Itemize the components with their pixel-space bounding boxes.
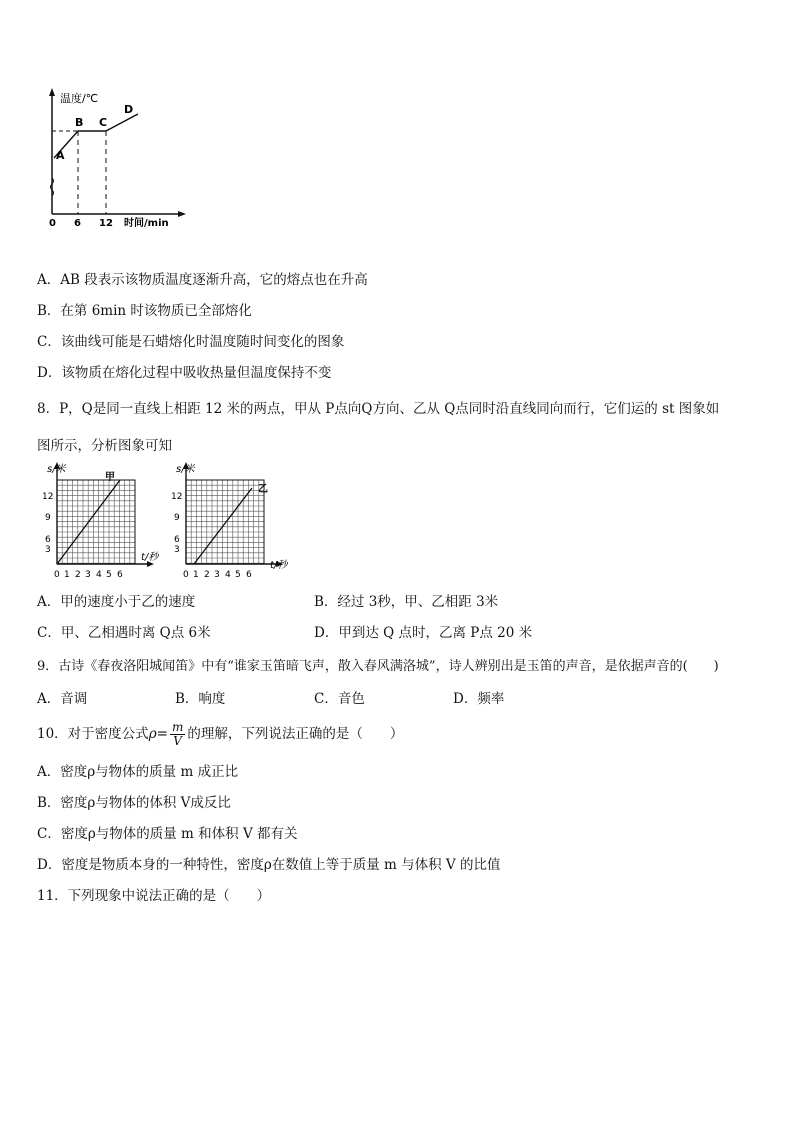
grid-jia <box>57 480 135 564</box>
q8-option-b: B．经过 3秒，甲、乙相距 3米 <box>314 594 499 610</box>
q10-eq: = <box>156 726 168 742</box>
q9-option-c: C．音色 <box>314 691 365 707</box>
ytick-3-b: 3 <box>174 545 180 555</box>
q11-stem: 11．下列现象中说法正确的是（ ） <box>37 888 271 904</box>
q9-option-a: A．音调 <box>37 691 88 707</box>
xtick-3-b: 3 <box>214 570 220 580</box>
q10-stem-pre: 10．对于密度公式 <box>37 726 149 742</box>
xtick-0: 0 <box>54 570 60 580</box>
xlabel-jia: t/秒 <box>141 552 159 563</box>
grid-yi <box>186 480 264 564</box>
q10-rho: ρ <box>148 726 157 742</box>
y-axis-label: 温度/℃ <box>60 92 99 105</box>
q7-option-c: C．该曲线可能是石蜡熔化时温度随时间变化的图象 <box>37 334 345 350</box>
xtick-5-b: 5 <box>235 570 241 580</box>
x-axis-label: 时间/min <box>124 218 169 229</box>
st-graph-jia <box>37 460 167 582</box>
ylabel-jia: s/米 <box>47 464 66 475</box>
ylabel-yi: s/米 <box>176 464 195 475</box>
x-axis-arrow <box>178 211 186 217</box>
xtick-0-b: 0 <box>183 570 189 580</box>
grid-border <box>186 480 264 564</box>
q7-option-d: D．该物质在熔化过程中吸收热量但温度保持不变 <box>37 365 332 381</box>
ytick-12: 12 <box>42 492 54 502</box>
q10-stem-post: 的理解，下列说法正确的是（ ） <box>187 726 404 742</box>
q8-stem-line2: 图所示，分析图象可知 <box>37 438 172 454</box>
q10-option-d: D．密度是物质本身的一种特性，密度ρ在数值上等于质量 m 与体积 V 的比值 <box>37 857 501 873</box>
grid-border <box>57 480 135 564</box>
temperature-curve <box>54 114 138 158</box>
point-b-label: B <box>75 116 84 129</box>
q10-option-a: A．密度ρ与物体的质量 m 成正比 <box>37 764 239 780</box>
q9-stem: 9．古诗《春夜洛阳城闻笛》中有“谁家玉笛暗飞声，散入春风满洛城”，诗人辨别出是玉笛的声音，是依据声音的( ) <box>37 659 719 674</box>
q8-option-c: C．甲、乙相遇时离 Q点 6米 <box>37 625 211 641</box>
tick-6: 6 <box>74 218 81 229</box>
point-d-label: D <box>124 103 134 116</box>
ytick-6-b: 6 <box>174 535 180 545</box>
origin-label: 0 <box>49 218 56 229</box>
q10-option-c: C．密度ρ与物体的质量 m 和体积 V 都有关 <box>37 826 298 842</box>
melting-graph <box>40 86 190 231</box>
q8-option-d: D．甲到达 Q 点时，乙离 P点 20 米 <box>314 625 533 641</box>
series-label-yi: 乙 <box>258 484 268 495</box>
ytick-9-b: 9 <box>174 513 180 523</box>
point-c-label: C <box>99 116 108 129</box>
density-fraction <box>170 721 185 748</box>
xtick-6-b: 6 <box>246 570 252 580</box>
tick-12: 12 <box>99 218 113 229</box>
q10-stem <box>37 720 403 748</box>
xtick-1: 1 <box>64 570 70 580</box>
xtick-2-b: 2 <box>204 570 210 580</box>
xtick-3: 3 <box>85 570 91 580</box>
xtick-6: 6 <box>117 570 123 580</box>
q8-stem-line1: 8．P，Q是同一直线上相距 12 米的两点，甲从 P点向Q方向、乙从 Q点同时沿直线同向而行，它们运的 st 图象如 <box>37 401 720 417</box>
ytick-9: 9 <box>45 513 51 523</box>
q7-option-b: B．在第 6min 时该物质已全部熔化 <box>37 303 252 319</box>
xtick-1-b: 1 <box>193 570 199 580</box>
point-a-label: A <box>56 149 65 162</box>
series-label-jia: 甲 <box>105 472 115 483</box>
xtick-2: 2 <box>75 570 81 580</box>
q9-option-b: B．响度 <box>175 691 226 707</box>
xtick-4-b: 4 <box>225 570 231 580</box>
y-axis-arrow <box>49 88 55 96</box>
q9-option-d: D．频率 <box>453 691 505 707</box>
ytick-6: 6 <box>45 535 51 545</box>
st-graph-yi <box>166 460 296 582</box>
xlabel-yi: t/秒 <box>270 560 288 571</box>
q10-option-b: B．密度ρ与物体的体积 V成反比 <box>37 795 231 811</box>
fraction-denominator: V <box>173 734 182 748</box>
q8-option-a: A．甲的速度小于乙的速度 <box>37 594 196 610</box>
fraction-numerator: m <box>171 720 184 734</box>
ytick-12-b: 12 <box>171 492 183 502</box>
xtick-5: 5 <box>106 570 112 580</box>
xtick-4: 4 <box>96 570 102 580</box>
q7-option-a: A．AB 段表示该物质温度逐渐升高，它的熔点也在升高 <box>37 272 368 288</box>
ytick-3: 3 <box>45 545 51 555</box>
